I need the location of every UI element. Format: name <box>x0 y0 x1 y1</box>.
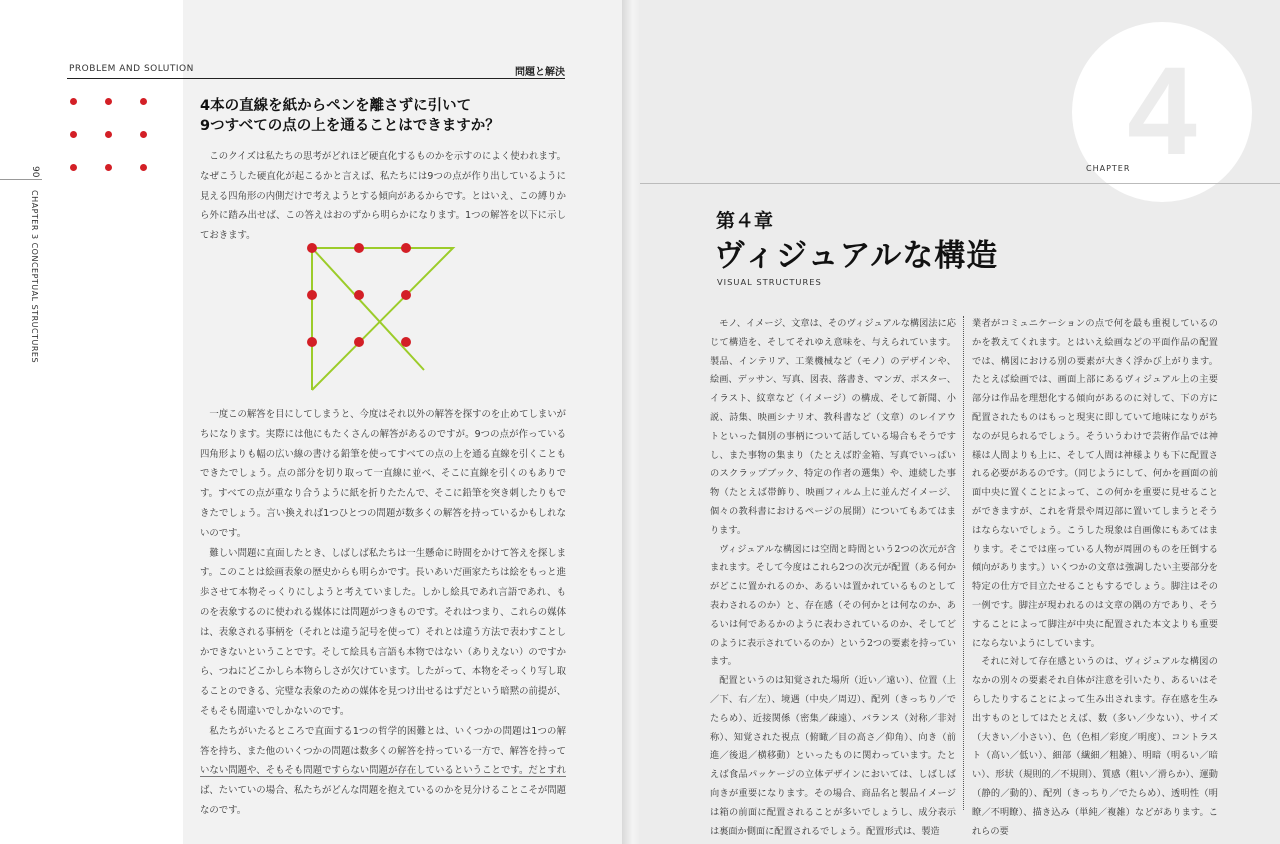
dot <box>140 98 147 105</box>
paragraph: このクイズは私たちの思考がどれほど硬直化するものかを示すのによく使われます。なぜこうした硬直化が起こるかと言えば、私たちには9つの点が作り出しているように見える四角形の内側だけで考えようとする傾向があるからです。とはいえ、この縛りから外に踏み出せば、この答えはおのずから明らかになります。1つの解答を以下に示しておきます。 <box>200 151 566 242</box>
paragraph: 私たちがいたるところで直面する1つの哲学的困難とは、いくつかの問題は1つの解答を持ち、また他のいくつかの問題は数多くの解答を持っている一方で、解答を持っていない問題や、そもそも問題ですらない問題が存在しているということです。だとすれば、たいていの場合、私たちがどんな問題を抱えているのかを見分けることこそが問題なのです。 <box>200 725 566 816</box>
paragraph: 配置というのは知覚された場所（近い／遠い）、位置（上／下、右／左）、境遇（中央／周辺）、配列（きっちり／でたらめ）、近接関係（密集／疎遠）、バランス（対称／非対称）、知覚された視点（俯瞰／目の高さ／仰角）、向き（前進／後退／横移動）といったものに関わっています。たとえば食品パッケージの立体デザインにおいては、しばしば向きが重要になります。その場合、商品名と製品イメージは箱の前面に配置されることが多いでしょうし、成分表示は裏面か側面に配置されるでしょう。配置形式は、製造 <box>710 675 956 837</box>
paragraph: ヴィジュアルな構図には空間と時間という2つの次元が含まれます。そして今度はこれら2つの次元が配置（ある何かがどこに置かれるのか、あるいは置かれているものとして表わされるのか）と、存在感（その何かとは何なのか、あるいは何であるかのように表わされているのか、そしてどのように表示されているのか）という2つの要素を持っています。 <box>710 543 956 668</box>
chapter-rule <box>640 183 1280 184</box>
dot <box>140 131 147 138</box>
dot <box>70 98 77 105</box>
solution-path <box>312 248 453 390</box>
running-head-right: 問題と解決 <box>515 67 565 78</box>
chapter-tag: CHAPTER <box>1086 164 1131 173</box>
puzzle-dot <box>401 243 411 253</box>
puzzle-heading <box>200 96 580 136</box>
column-divider <box>963 316 964 810</box>
nine-dots-grid <box>70 98 150 178</box>
chapter-big-number: 4 <box>1127 42 1197 181</box>
side-rule <box>0 179 42 180</box>
dot <box>70 164 77 171</box>
text-column-1 <box>710 315 956 841</box>
puzzle-dot <box>354 290 364 300</box>
right-page <box>640 0 1280 844</box>
solution-lines <box>312 248 453 390</box>
dot <box>105 164 112 171</box>
solution-line <box>312 248 424 370</box>
puzzle-solution-figure <box>296 238 458 394</box>
body-text-main <box>200 405 566 821</box>
puzzle-dot <box>307 290 317 300</box>
paragraph: 業者がコミュニケーションの点で何を最も重視しているのかを教えてくれます。とはいえ絵画などの平面作品の配置では、構図における別の要素が大きく浮かび上がります。たとえば絵画では、画面上部にあるヴィジュアル上の主要部分は作品を理想化する傾向があるのに対して、下の方に配置されたものはもっと現実に即していて地味になりがちなのが見られるでしょう。そういうわけで芸術作品では神様は人間よりも上に、そして人間は神様よりも下に配置される必要があるのです。（同じようにして、何かを画面の前面中央に置くことによって、この何かを重要に見せることができますが、これを背景や周辺部に置いてしまうとそうはならないでしょう。こうした現象は自画像にもあてはまります。そこでは座っている人物が周囲のものを圧倒する傾向があります。）いくつかの文章は強調したい主要部分を特定の仕方で目立たせることもするでしょう。脚注はその一例です。脚注が現われるのは文章の隅の方であり、そうすることによって脚注が中央に配置された本文よりも重要にならないようにしています。 <box>972 318 1218 649</box>
running-head <box>67 62 565 79</box>
puzzle-dot <box>354 337 364 347</box>
puzzle-heading-line1: 4本の直線を紙からペンを離さずに引いて <box>200 98 472 114</box>
dot <box>140 164 147 171</box>
dot <box>105 131 112 138</box>
dot <box>105 98 112 105</box>
double-chevron-icon <box>0 660 104 750</box>
puzzle-dot <box>307 337 317 347</box>
paragraph: それに対して存在感というのは、ヴィジュアルな構図のなかの別々の要素それ自体が注意を引いたり、あるいはそらしたりすることによって生み出されます。存在感を生み出すものとしてはたとえば、数（多い／少ない）、サイズ（大きい／小さい）、色（色相／彩度／明度）、コントラスト（高い／低い）、細部（繊細／粗雑）、明暗（明るい／暗い）、形状（規則的／不規則）、質感（粗い／滑らか）、運動（静的／動的）、配列（きっちり／でたらめ）、透明性（明瞭／不明瞭）、描き込み（単純／複雑）などがあります。これらの要 <box>972 656 1218 837</box>
puzzle-dot <box>354 243 364 253</box>
left-page <box>0 0 622 844</box>
book-gutter <box>622 0 640 844</box>
puzzle-dot <box>401 290 411 300</box>
body-text-intro <box>200 147 566 246</box>
puzzle-dot <box>307 243 317 253</box>
bottom-rule <box>200 776 566 777</box>
chapter-number-circle <box>1072 22 1252 202</box>
left-page-content <box>0 0 622 844</box>
text-column-2 <box>972 315 1218 841</box>
puzzle-heading-line2: 9つすべての点の上を通ることはできますか？ <box>200 118 500 134</box>
running-head-left: PROBLEM AND SOLUTION <box>69 64 194 74</box>
paragraph: 一度この解答を目にしてしまうと、今度はそれ以外の解答を探すのを止めてしまいがちになります。実際には他にもたくさんの解答があるのですが。9つの点が作っている四角形よりも幅の広い線の書ける鉛筆を使ってすべての点の上を通る直線を引くこともできたでしょう。点の部分を切り取って一直線に並べ、そこに直線を引くのもありです。すべての点が重なり合うように紙を折りたたんで、そこに鉛筆を突き刺したりもできたでしょう。言い換えれば1つひとつの問題が数多くの解答を持っているかもしれないのです。 <box>200 409 566 539</box>
chapter-number-label: 第４章 <box>716 210 774 232</box>
paragraph: 難しい問題に直面したとき、しばしば私たちは一生懸命に時間をかけて答えを探します。このことは絵画表象の歴史からも明らかです。長いあいだ画家たちは絵をもっと進歩させて本物そっくりにしようと考えていました。しかし絵具であれ言語であれ、ものを表象するのに使われる媒体には問題がつきものです。それはつまり、これらの媒体は、表象される事柄を（それとは違う記号を使って）それとは違う方法で表わすことしかできないということです。そして絵具も言語も本物ではない（ありえない）のですから、つねにどこかしら本物らしさが欠けています。したがって、本物をそっくり写し取ることのできる、完璧な表象のための媒体を見つけ出せるはずだという暗黙の前提が、そもそも間違いでしかないのです。 <box>200 547 566 717</box>
chapter-title: ヴィジュアルな構造 <box>714 238 999 274</box>
side-chapter-label: CHAPTER 3 CONCEPTUAL STRUCTURES <box>30 190 39 364</box>
puzzle-dot <box>401 337 411 347</box>
page-number: 90 <box>30 166 40 178</box>
dot <box>70 131 77 138</box>
chapter-subtitle: VISUAL STRUCTURES <box>717 277 822 287</box>
paragraph: モノ、イメージ、文章は、そのヴィジュアルな構図法に応じて構造を、そしてそれゆえ意味を、与えられています。製品、インテリア、工業機械など（モノ）のデザインや、絵画、デッサン、写真、図表、落書き、マンガ、ポスター、イラスト、紋章など（イメージ）の構成、そして新聞、小説、詩集、映画シナリオ、教科書など（文章）のレイアウトといった個別の事柄について話している場合もそうですし、また事物の集まり（たとえば貯金箱、写真でいっぱいのスクラップブック、特定の作者の選集）や、連続した事物（たとえば帯飾り、映画フィルム上に並んだイメージ、個々の教科書におけるページの展開）についてもあてはまります。 <box>710 318 956 536</box>
